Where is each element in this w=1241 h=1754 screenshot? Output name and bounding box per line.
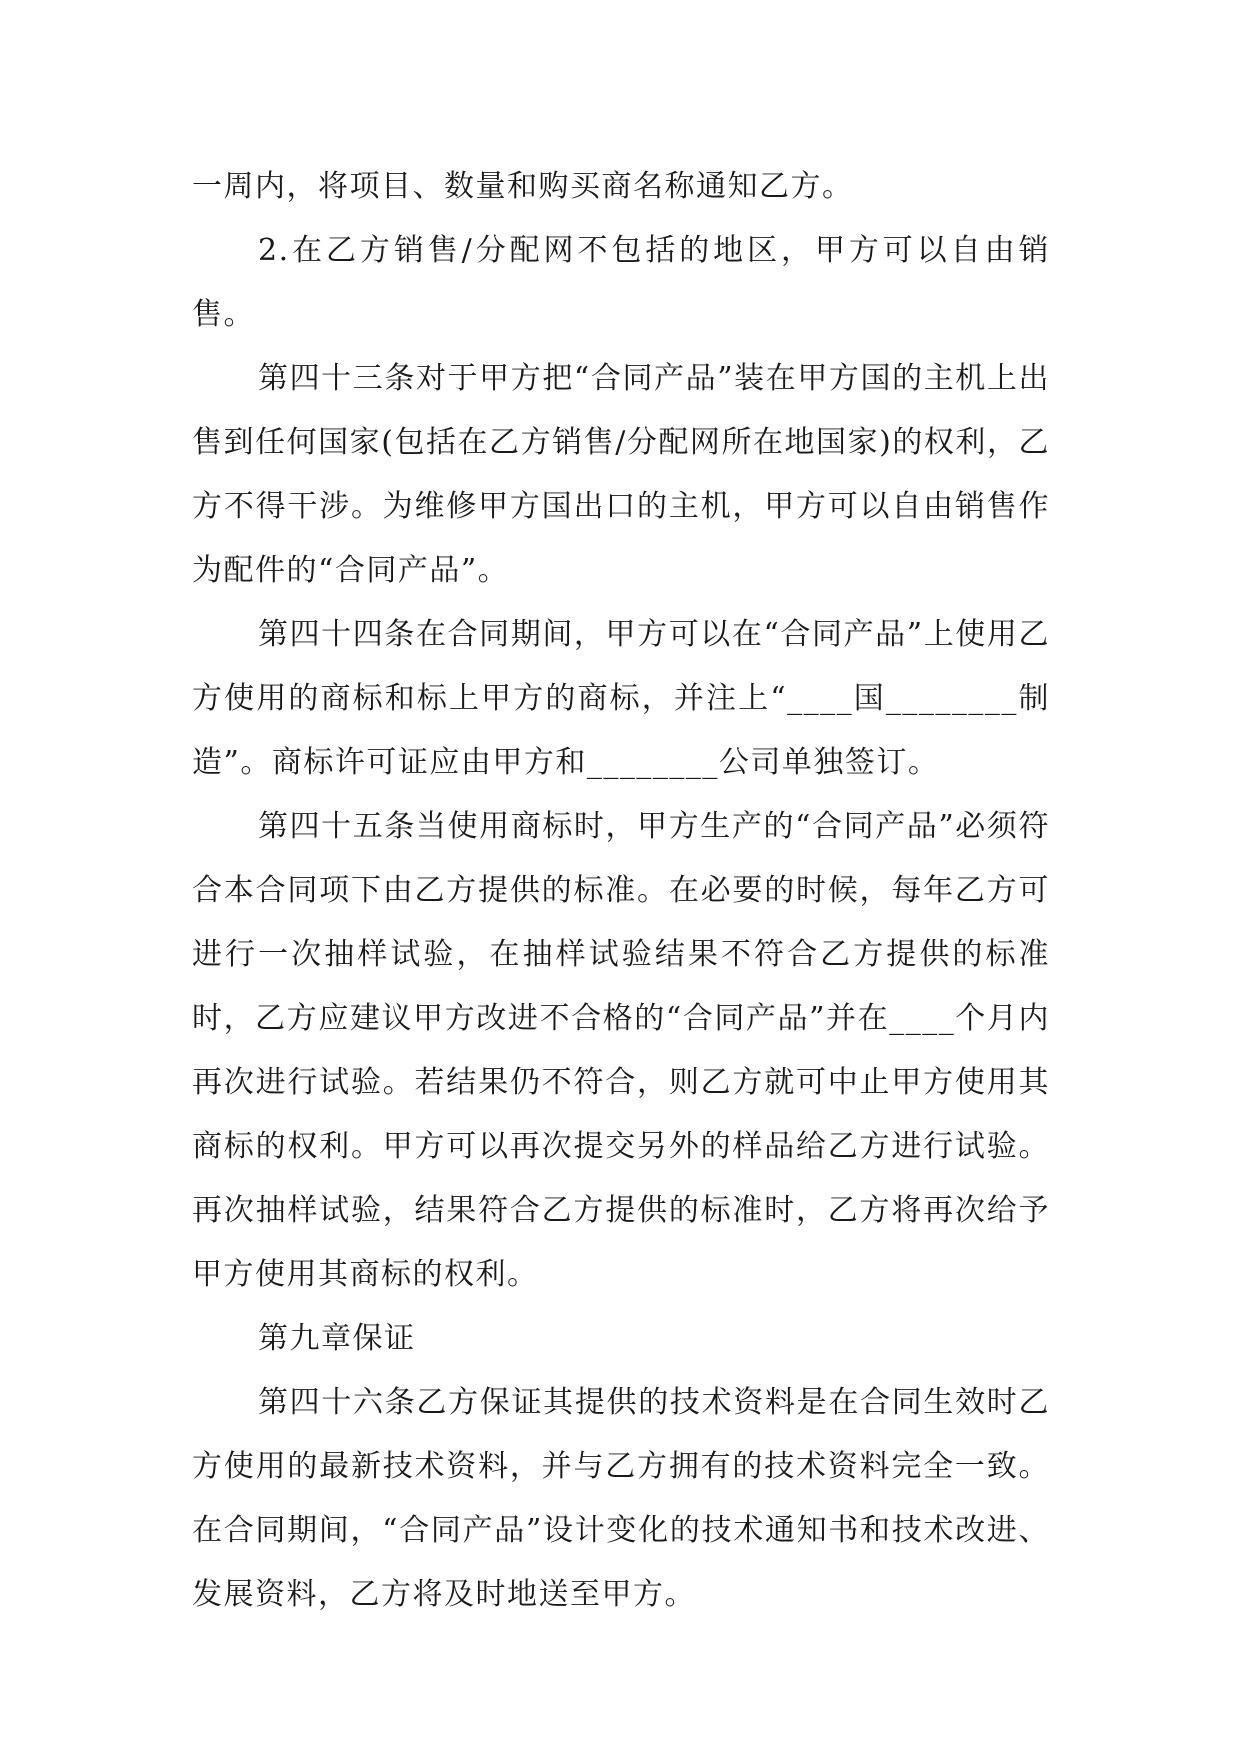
paragraph-article-46: 第四十六条乙方保证其提供的技术资料是在合同生效时乙方使用的最新技术资料，并与乙方拥有的技术资料完全一致。在合同期间，“合同产品”设计变化的技术通知书和技术改进、发展资料，乙方将及时地送至甲方。 [192, 1385, 1050, 1612]
paragraph-continuation: 一周内，将项目、数量和购买商名称通知乙方。 [192, 169, 854, 204]
paragraph-item-2: 2.在乙方销售/分配网不包括的地区，甲方可以自由销售。 [192, 233, 1050, 332]
paragraph-article-45: 第四十五条当使用商标时，甲方生产的“合同产品”必须符合本合同项下由乙方提供的标准。在必要的时候，每年乙方可进行一次抽样试验，在抽样试验结果不符合乙方提供的标准时，乙方应建议甲方改进不合格的“合同产品”并在____个月内再次进行试验。若结果仍不符合，则乙方就可中止甲方使用其商标的权利。甲方可以再次提交另外的样品给乙方进行试验。再次抽样试验，结果符合乙方提供的标准时，乙方将再次给予甲方使用其商标的权利。 [192, 809, 1050, 1292]
paragraph-article-43: 第四十三条对于甲方把“合同产品”装在甲方国的主机上出售到任何国家(包括在乙方销售/分配网所在地国家)的权利，乙方不得干涉。为维修甲方国出口的主机，甲方可以自由销售作为配件的“合同产品”。 [192, 361, 1050, 588]
chapter-heading: 第九章保证 [258, 1321, 416, 1356]
paragraph-article-44: 第四十四条在合同期间，甲方可以在“合同产品”上使用乙方使用的商标和标上甲方的商标，并注上“____国________制造”。商标许可证应由甲方和________公司单独签订。 [192, 617, 1050, 780]
document-body [192, 155, 1050, 1627]
